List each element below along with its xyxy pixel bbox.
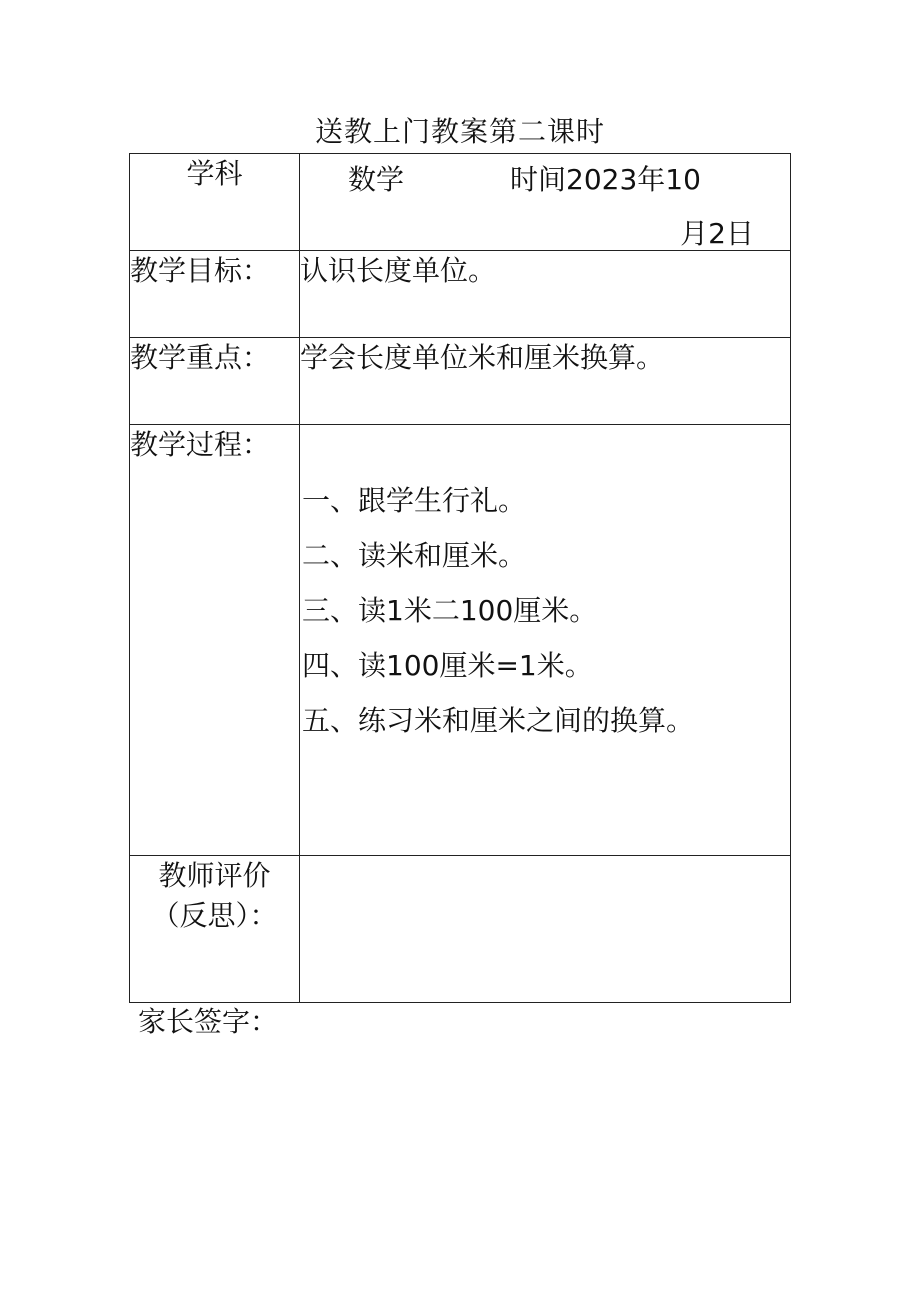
subject-value: 数学 [348,163,405,196]
review-label-line2: （反思）： [151,899,278,932]
key-point-value: 学会长度单位米和厘米换算。 [300,338,791,425]
review-value [300,856,791,1003]
process-step: 四、读100厘米=1米。 [302,649,593,682]
goal-value: 认识长度单位。 [300,251,791,338]
review-label [130,856,300,1003]
process-step: 一、跟学生行礼。 [302,484,527,517]
time-value-line1: 时间2023年10 [510,163,701,196]
key-point-label: 教学重点： [130,338,300,425]
process-row [130,425,791,856]
process-step: 三、读1米二100厘米。 [302,594,598,627]
goal-label: 教学目标： [130,251,300,338]
process-step: 二、读米和厘米。 [302,539,527,572]
process-label: 教学过程： [130,425,300,856]
subject-time-cell [300,154,791,251]
process-steps-list [300,425,790,756]
process-cell [300,425,791,856]
key-point-row [130,338,791,425]
subject-row [130,154,791,251]
document-title: 送教上门教案第二课时 [314,115,605,148]
goal-row [130,251,791,338]
process-step: 五、练习米和厘米之间的换算。 [302,704,695,737]
time-value-line2: 月2日 [680,217,754,250]
parent-signature-label: 家长签字： [138,1005,279,1038]
subject-label: 学科 [130,154,300,251]
review-label-line1: 教师评价 [158,859,271,892]
review-row [130,856,791,1003]
lesson-plan-table [129,153,791,1003]
